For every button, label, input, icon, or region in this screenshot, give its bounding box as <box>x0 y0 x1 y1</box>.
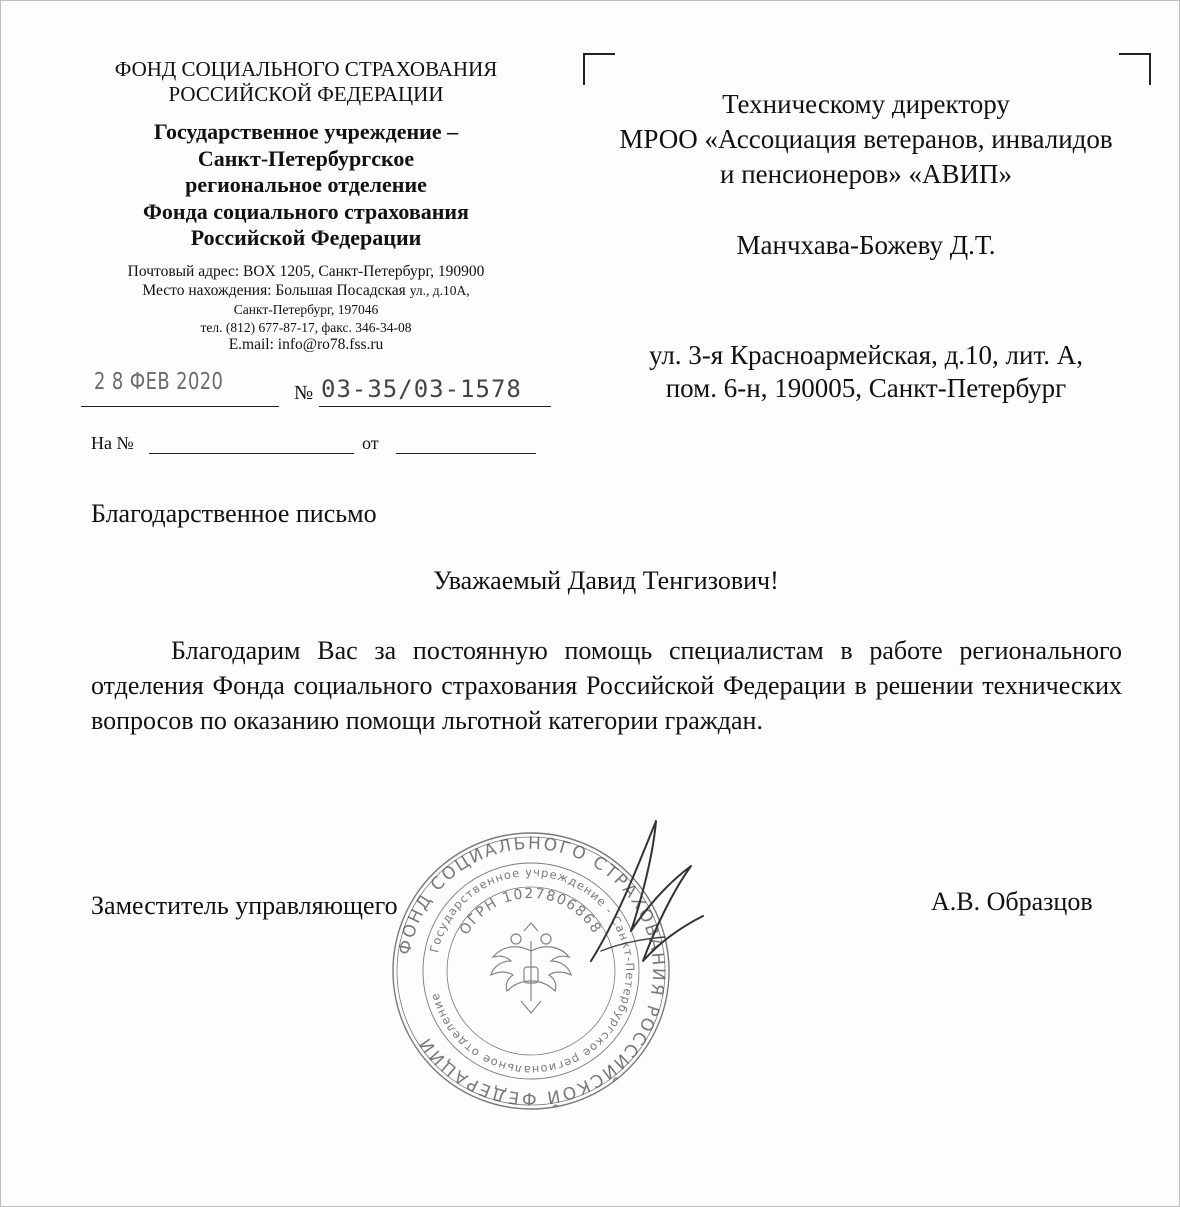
recipient-line-2: МРОО «Ассоциация ветеранов, инвалидов <box>619 124 1113 154</box>
institution-line-4: Фонда социального страхования <box>143 198 469 224</box>
institution-line-2: Санкт-Петербургское <box>197 145 415 171</box>
recipient-address-1: ул. 3-я Красноармейская, д.10, лит. А, <box>649 340 1083 370</box>
handwritten-signature <box>561 811 731 1011</box>
signer-position: Заместитель управляющего <box>91 891 398 920</box>
recipient-line-1: Техническому директору <box>722 89 1010 119</box>
email: E.mail: info@ro78.fss.ru <box>228 336 384 353</box>
letter-subject: Благодарственное письмо <box>91 499 377 528</box>
reply-from-label: от <box>362 433 379 453</box>
institution-line-3: региональное отделение <box>185 172 427 197</box>
reply-from-underline <box>396 453 536 454</box>
number-label: № <box>294 382 314 404</box>
reply-number-label: На № <box>91 433 134 453</box>
org-name-line-2: РОССИЙСКОЙ ФЕДЕРАЦИИ <box>168 82 444 106</box>
location-city: Санкт-Петербург, 197046 <box>233 302 379 317</box>
seal-outer-text: ФОНД СОЦИАЛЬНОГО СТРАХОВАНИЯ РОССИЙСКОЙ ФЕДЕРАЦИИ <box>394 833 669 1109</box>
letter-body: Благодарим Вас за постоянную помощь специалистам в работе регионального отделения Фонда социального страхования Российской Федерации в решении технических вопросов по оказанию помощи льготной категории граждан. <box>91 636 1122 735</box>
eagle-emblem-icon <box>491 923 571 1013</box>
org-name-line-1: ФОНД СОЦИАЛЬНОГО СТРАХОВАНИЯ <box>114 57 498 81</box>
institution-line-1: Государственное учреждение – <box>153 119 459 144</box>
recipient-name: Манчхава-Божеву Д.Т. <box>736 230 996 260</box>
number-value: 03-35/03-1578 <box>321 375 522 403</box>
seal-middle-text: Государственное учреждение - Санкт-Петербургское региональное отделение <box>426 864 638 1078</box>
postal-address: Почтовый адрес: BOX 1205, Санкт-Петербург, 190900 <box>127 263 485 280</box>
address-corner-right <box>1119 53 1151 85</box>
institution-line-5: Российской Федерации <box>190 225 422 250</box>
recipient-line-3: и пенсионеров» «АВИП» <box>720 159 1012 189</box>
signer-name: А.В. Образцов <box>931 887 1093 916</box>
phone-fax: тел. (812) 677-87-17, факс. 346-34-08 <box>200 320 412 335</box>
number-underline <box>319 406 551 407</box>
location-suffix: ул., д.10А, <box>409 283 470 298</box>
location-prefix: Место нахождения: Большая Посадская <box>142 282 406 299</box>
reply-number-underline <box>149 453 354 454</box>
letter-salutation: Уважаемый Давид Тенгизович! <box>433 566 779 595</box>
seal-ogrn-text: ОГРН 1027806868 <box>456 885 605 938</box>
recipient-address-2: пом. 6-н, 190005, Санкт-Петербург <box>665 373 1067 403</box>
address-corner-left <box>583 53 615 85</box>
date-stamp: 2 8 ФЕВ 2020 <box>94 369 224 395</box>
location-address <box>61 281 551 300</box>
date-underline <box>81 406 279 407</box>
